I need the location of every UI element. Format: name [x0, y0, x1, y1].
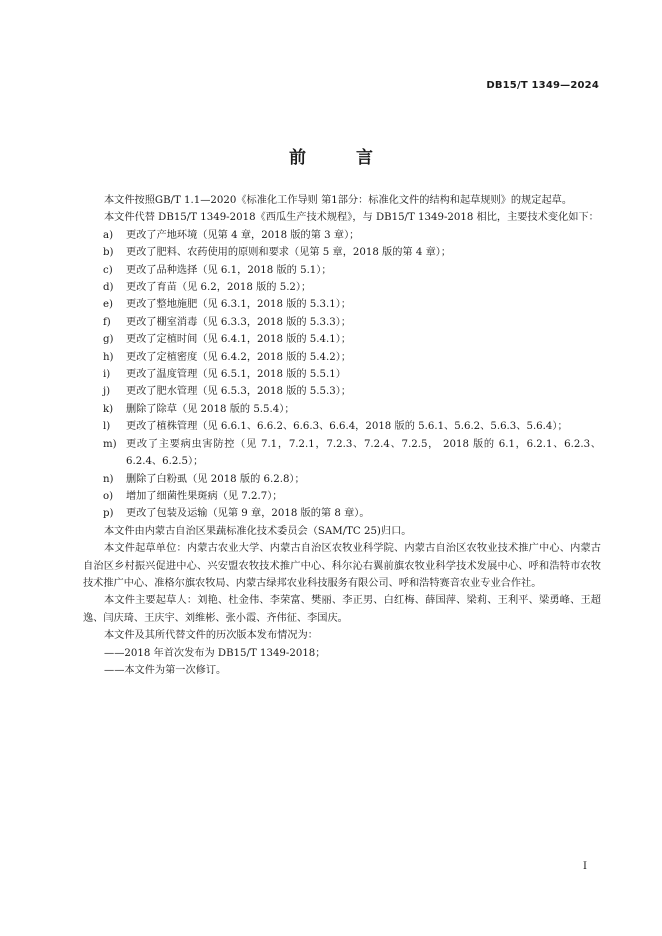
list-item-text: 更改了整地施肥（见 6.3.1，2018 版的 5.3.1）；	[126, 299, 352, 311]
paragraph-history: 本文件及其所代替文件的历次版本发布情况为：	[104, 630, 318, 642]
list-item-text: 更改了温度管理（见 6.5.1，2018 版的 5.5.1）	[126, 369, 346, 381]
list-item-label: o)	[103, 490, 114, 502]
list-item	[83, 366, 601, 383]
page-title: 前 言	[289, 148, 395, 168]
list-item-label: h)	[103, 351, 114, 363]
list-item-text: 更改了定植密度（见 6.4.2，2018 版的 5.4.2）；	[126, 351, 352, 363]
list-item	[83, 244, 601, 261]
list-item	[83, 488, 601, 505]
paragraph-drafting-rules: 本文件按照GB/T 1.1—2020《标准化工作导则 第1部分：标准化文件的结构和起草规则》的规定起草。	[104, 195, 573, 206]
paragraph-drafting-units: 本文件起草单位：内蒙古农业大学、内蒙古自治区农牧业科学院、内蒙古自治区农牧业技术推广中心、内蒙古自治区乡村振兴促进中心、兴安盟农牧技术推广中心、科尔沁右翼前旗农牧业科学技术发展中心、呼和浩特市农牧技术推广中心、准格尔旗农牧局、内蒙古绿邦农业科技服务有限公司、呼和浩特赛音农业专业合作社。	[83, 543, 601, 589]
list-item-label: n)	[103, 473, 114, 485]
list-item-text: 更改了主要病虫害防控（见 7.1，7.2.1，7.2.3、7.2.4、7.2.5， 2018 版的 6.1，6.2.1、6.2.3、6.2.4、6.2.5）；	[126, 438, 601, 468]
list-item-text: 更改了包装及运输（见第 9 章，2018 版的第 8 章）。	[126, 508, 370, 520]
list-item-text: 更改了产地环境（见第 4 章，2018 版的第 3 章）；	[126, 229, 360, 241]
list-item-label: g)	[103, 334, 114, 346]
list-item-label: a)	[103, 229, 114, 241]
document-body	[83, 192, 601, 679]
paragraph-drafters: 本文件主要起草人：刘艳、杜金伟、李荣富、樊丽、李正男、白红梅、薛国萍、梁莉、王利平、梁勇峰、王超逸、闫庆琦、王庆宇、刘维彬、张小霞、齐伟征、李国庆。	[83, 595, 601, 624]
list-item-label: l)	[103, 421, 111, 433]
list-item-label: m)	[103, 438, 117, 450]
list-item-text: 删除了除草（见 2018 版的 5.5.4）；	[126, 403, 295, 415]
list-item-text: 更改了植株管理（见 6.6.1、6.6.2、6.6.3、6.6.4，2018 版的 5.6.1、5.6.2、5.6.3、5.6.4）；	[126, 421, 568, 433]
list-item	[83, 401, 601, 418]
list-item	[83, 418, 601, 435]
list-item	[83, 296, 601, 313]
paragraph-committee: 本文件由内蒙古自治区果蔬标准化技术委员会（SAM/TC 25)归口。	[104, 525, 412, 537]
list-item	[83, 331, 601, 348]
list-item-label: e)	[103, 299, 114, 311]
list-item	[83, 279, 601, 296]
list-item-text: 删除了白粉虱（见 2018 版的 6.2.8）；	[126, 473, 305, 485]
paragraph-replacement: 本文件代替 DB15/T 1349-2018《西瓜生产技术规程》，与 DB15/T 1349-2018 相比，主要技术变化如下：	[104, 212, 599, 224]
list-item-label: c)	[103, 264, 113, 276]
page-number: I	[583, 861, 587, 872]
list-item-label: p)	[103, 508, 114, 520]
list-item	[83, 262, 601, 279]
list-item-label: i)	[103, 369, 111, 381]
history-item: ——2018 年首次发布为 DB15/T 1349-2018；	[104, 647, 326, 659]
list-item-label: j)	[103, 386, 111, 398]
standard-code: DB15/T 1349—2024	[486, 80, 599, 91]
list-item	[83, 349, 601, 366]
list-item-text: 更改了肥水管理（见 6.5.3，2018 版的 5.5.3）；	[126, 386, 352, 398]
list-item	[83, 227, 601, 244]
list-item-text: 更改了肥料、农药使用的原则和要求（见第 5 章，2018 版的第 4 章）；	[126, 247, 452, 259]
list-item-text: 更改了定植时间（见 6.4.1，2018 版的 5.4.1）；	[126, 334, 352, 346]
history-item: ——本文件为第一次修订。	[104, 664, 227, 676]
list-item	[83, 383, 601, 400]
list-item-label: k)	[103, 403, 114, 415]
list-item	[83, 436, 601, 471]
list-item-text: 更改了品种选择（见 6.1，2018 版的 5.1）；	[126, 264, 332, 276]
list-item	[83, 314, 601, 331]
changes-list	[83, 227, 601, 523]
list-item-text: 增加了细菌性果斑病（见 7.2.7）；	[126, 490, 283, 502]
list-item-text: 更改了棚室消毒（见 6.3.3，2018 版的 5.3.3）；	[126, 316, 352, 328]
list-item-label: b)	[103, 247, 114, 259]
list-item	[83, 471, 601, 488]
list-item-text: 更改了育苗（见 6.2，2018 版的 5.2）；	[126, 282, 312, 294]
list-item-label: f)	[103, 316, 111, 328]
list-item-label: d)	[103, 282, 114, 294]
list-item	[83, 505, 601, 522]
